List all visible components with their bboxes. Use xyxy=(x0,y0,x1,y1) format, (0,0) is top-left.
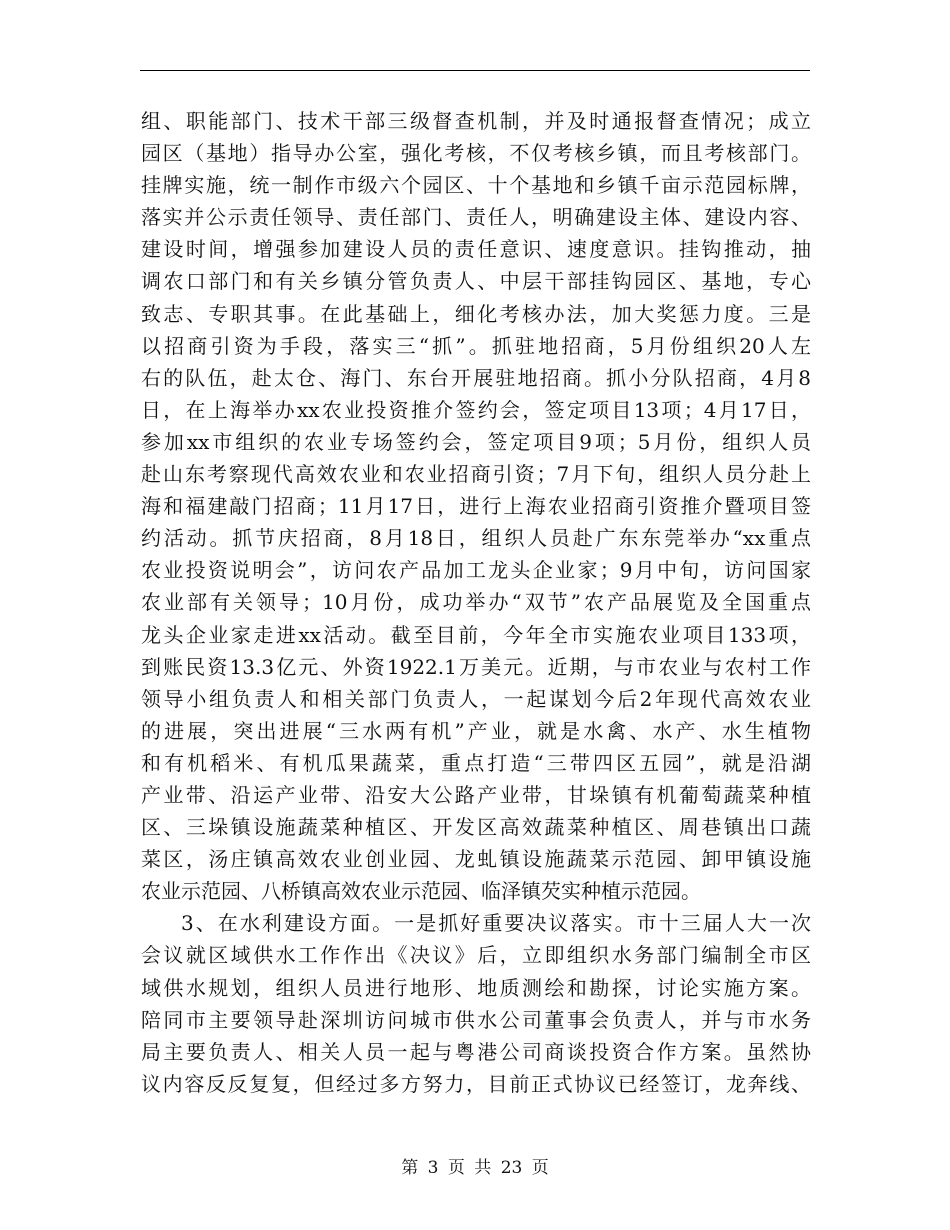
text-line: 产业带、沿运产业带、沿安大公路产业带，甘垛镇有机葡萄蔬菜种植 xyxy=(141,782,811,807)
text-line: 会议就区域供水工作作出《决议》后，立即组织水务部门编制全市区 xyxy=(141,943,811,968)
text-line: 菜区，汤庄镇高效农业创业园、龙虬镇设施蔬菜示范园、卸甲镇设施 xyxy=(141,847,811,872)
text-line: 领导小组负责人和相关部门负责人，一起谋划今后2年现代高效农业 xyxy=(141,686,811,711)
text-line: 赴山东考察现代高效农业和农业招商引资；7月下旬，组织人员分赴上 xyxy=(141,462,811,487)
text-line: 的进展，突出进展“三水两有机”产业，就是水禽、水产、水生植物 xyxy=(141,718,811,743)
text-line: 农业部有关领导；10月份，成功举办“双节”农产品展览及全国重点 xyxy=(141,590,811,615)
text-line: 3、在水利建设方面。一是抓好重要决议落实。市十三届人大一次 xyxy=(181,911,811,936)
text-line: 以招商引资为手段，落实三“抓”。抓驻地招商，5月份组织20人左 xyxy=(141,333,811,358)
text-line: 农业示范园、八桥镇高效农业示范园、临泽镇芡实种植示范园。 xyxy=(141,879,701,904)
text-line: 日，在上海举办xx农业投资推介签约会，签定项目13项；4月17日， xyxy=(141,397,811,422)
text-line: 园区（基地）指导办公室，强化考核，不仅考核乡镇，而且考核部门。 xyxy=(141,141,811,166)
text-line: 右的队伍，赴太仓、海门、东台开展驻地招商。抓小分队招商，4月8 xyxy=(141,365,811,390)
text-line: 落实并公示责任领导、责任部门、责任人，明确建设主体、建设内容、 xyxy=(141,205,811,230)
text-line: 到账民资13.3亿元、外资1922.1万美元。近期，与市农业与农村工作 xyxy=(141,654,811,679)
text-line: 参加xx市组织的农业专场签约会，签定项目9项；5月份，组织人员 xyxy=(141,429,811,454)
text-line: 调农口部门和有关乡镇分管负责人、中层干部挂钩园区、基地，专心 xyxy=(141,269,811,294)
text-line: 和有机稻米、有机瓜果蔬菜，重点打造“三带四区五园”，就是沿湖 xyxy=(141,750,811,775)
text-line: 建设时间，增强参加建设人员的责任意识、速度意识。挂钩推动，抽 xyxy=(141,237,811,262)
text-line: 陪同市主要领导赴深圳访问城市供水公司董事会负责人，并与市水务 xyxy=(141,1007,811,1032)
header-rule xyxy=(140,70,810,71)
paragraph xyxy=(141,105,811,907)
page-footer: 第 3 页 共 23 页 xyxy=(401,1158,549,1178)
text-line: 挂牌实施，统一制作市级六个园区、十个基地和乡镇千亩示范园标牌， xyxy=(141,173,811,198)
text-line: 议内容反反复复，但经过多方努力，目前正式协议已经签订，龙奔线、 xyxy=(141,1071,811,1096)
paragraph xyxy=(141,907,811,1100)
text-line: 域供水规划，组织人员进行地形、地质测绘和勘探，讨论实施方案。 xyxy=(141,975,811,1000)
text-line: 局主要负责人、相关人员一起与粤港公司商谈投资合作方案。虽然协 xyxy=(141,1039,811,1064)
text-line: 区、三垛镇设施蔬菜种植区、开发区高效蔬菜种植区、周巷镇出口蔬 xyxy=(141,815,811,840)
text-line: 龙头企业家走进xx活动。截至目前，今年全市实施农业项目133项， xyxy=(141,622,811,647)
text-line: 海和福建敲门招商；11月17日，进行上海农业招商引资推介暨项目签 xyxy=(141,494,811,519)
text-line: 组、职能部门、技术干部三级督查机制，并及时通报督查情况；成立 xyxy=(141,109,811,133)
body-text xyxy=(141,105,811,1100)
text-line: 约活动。抓节庆招商，8月18日，组织人员赴广东东莞举办“xx重点 xyxy=(141,526,811,551)
text-line: 农业投资说明会”，访问农产品加工龙头企业家；9月中旬，访问国家 xyxy=(141,558,811,583)
text-line: 致志、专职其事。在此基础上，细化考核办法，加大奖惩力度。三是 xyxy=(141,301,811,326)
